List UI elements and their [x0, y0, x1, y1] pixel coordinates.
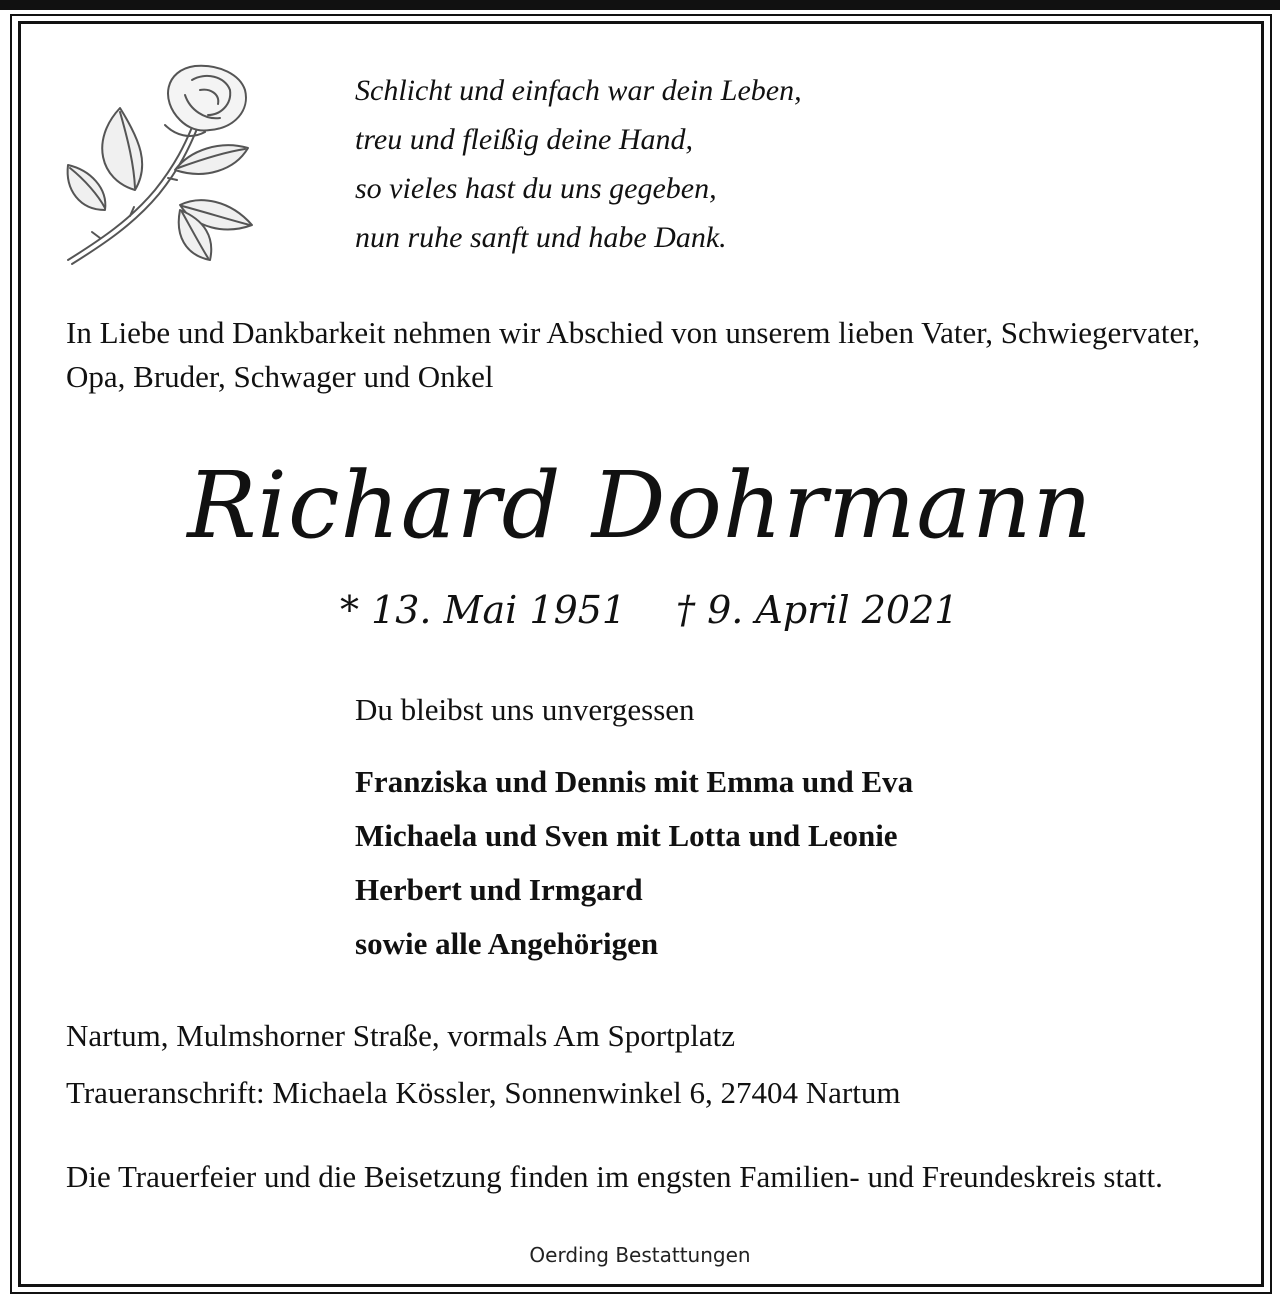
death-date: † 9. April 2021: [676, 588, 959, 632]
poem-line: treu und fleißig deine Hand,: [355, 123, 693, 156]
unforgotten-line: Du bleibst uns unvergessen: [355, 692, 695, 727]
intro-text: In Liebe und Dankbarkeit nehmen wir Abschied von unserem lieben Vater, Schwiegervater, Opa, Bruder, Schwager und Onkel: [66, 315, 1201, 394]
mourners-list: [355, 755, 913, 971]
ceremony-note: Die Trauerfeier und die Beisetzung finden im engsten Familien- und Freundeskreis statt.: [66, 1159, 1163, 1194]
poem-line: so vieles hast du uns gegeben,: [355, 172, 717, 205]
mourner-line: Franziska und Dennis mit Emma und Eva: [355, 764, 914, 799]
undertaker-name: Oerding Bestattungen: [529, 1243, 751, 1267]
mourner-line: Herbert und Irmgard: [355, 872, 643, 907]
top-border-band: [0, 0, 1280, 10]
mourner-line: sowie alle Angehörigen: [355, 926, 659, 961]
residence-address: Nartum, Mulmshorner Straße, vormals Am Sportplatz: [66, 1018, 735, 1053]
poem-line: Schlicht und einfach war dein Leben,: [355, 74, 802, 107]
birth-date: * 13. Mai 1951: [340, 588, 627, 632]
poem: [355, 66, 802, 262]
deceased-name: Richard Dohrmann: [187, 452, 1093, 559]
mourning-address: Traueranschrift: Michaela Kössler, Sonnenwinkel 6, 27404 Nartum: [66, 1075, 901, 1110]
poem-line: nun ruhe sanft und habe Dank.: [355, 221, 727, 254]
mourner-line: Michaela und Sven mit Lotta und Leonie: [355, 818, 898, 853]
rose-icon: [60, 60, 260, 270]
